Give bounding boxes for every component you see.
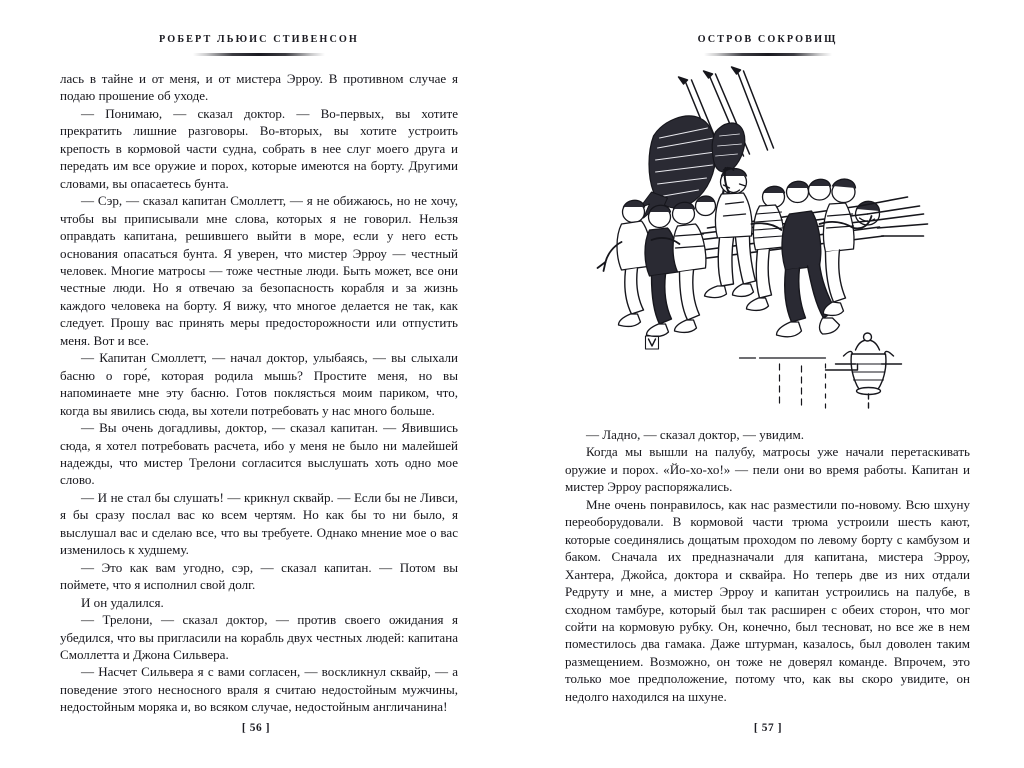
paragraph: Когда мы вышли на палубу, матросы уже начали перетаскивать оружие и порох. «Йо-хо-хо!» — пели они во время работы. Капитан и мистер Эрроу распоряжались. (565, 444, 970, 495)
right-page-folio: [ 57 ] (753, 722, 783, 734)
second-furled-bundle (712, 123, 745, 172)
left-header-rule-ornament (193, 53, 325, 56)
right-page-textblock (565, 426, 970, 705)
paragraph: И он удалился. (81, 594, 164, 610)
paragraph: — Насчет Сильвера я с вами согласен, — воскликнул сквайр, — а поведение этого несносного враля я считаю недостойным мужчины, недостойным моряка и, во всяком случае, недостойным англичанина! (60, 664, 458, 715)
paragraph: — Понимаю, — сказал доктор. — Во-первых, вы хотите прекратить лишние разговоры. Во-вторых, вы хотите устроить крепость в кормовой части судна, собрать в нее слуг моего друга и передать им все оружие и порох, которые имеются на борту. Другими словами, вы опасаетесь бунта. (60, 105, 458, 191)
paragraph: — Сэр, — сказал капитан Смоллетт, — я не обижаюсь, но не хочу, чтобы вы приписывали мне слова, которых я не говорил. Нельзя оправдать капитана, решившего выйти в море, если у него есть основания опасаться бунта. Я уверен, что мистер Эрроу — честный человек. Многие матросы — тоже честные люди. Быть может, все они честные люди. Но я отвечаю за безопасность корабля и за жизнь каждого человека на борту. Я вижу, что многое делается не так, как следует. Прошу вас принять меры предосторожности или отпустить меня. Вот и все. (60, 193, 458, 348)
illustration-svg (565, 64, 970, 412)
paragraph: — Это как вам угодно, сэр, — сказал капитан. — Потом вы поймете, что я исполнил свой долг. (60, 559, 458, 593)
illustration-sailors-carrying-arms (565, 64, 970, 412)
right-page (512, 0, 1024, 768)
paragraph: Мне очень понравилось, как нас разместили по-новому. Всю шхуну переоборудовали. В кормовой части трюма устроили шесть кают, которые соединялись дощатым проходом по левому борту с камбузом и баком. Сначала их предназначали для капитана, мистера Эрроу, Хантера, Джойса, доктора и сквайра. Но теперь две из них отдали Редруту и мне, а мистер Эрроу и капитан устроились на палубе, в сходном тамбуре, который был так расширен с обеих сторон, что мог сойти на кормовую рубку. Он, конечно, был тесноват, но все же в нем поместилось два гамака. Даже штурман, казалось, был доволен таким размещением. Возможно, он тоже не доверял команде. Впрочем, это только мое предположение, потому что, как вы скоро увидите, он недолго находился на шхуне. (565, 496, 970, 704)
left-running-head: РОБЕРТ ЛЬЮИС СТИВЕНСОН (159, 34, 359, 45)
right-running-head: ОСТРОВ СОКРОВИЩ (697, 34, 838, 45)
deck-rail-lines (740, 358, 826, 408)
paragraph: — Трелони, — сказал доктор, — против своего ожидания я убедился, что вы пригласили на корабль двух честных людей: капитана Смоллетта и Джона Сильвера. (60, 612, 458, 662)
paragraph: — И не стал бы слушать! — крикнул сквайр. — Если бы не Ливси, я бы сразу послал вас ко всем чертям. Но как бы то ни было, я выслушал вас и сделаю все, что вы требуете. Однако мнение мое о вас изменилось к худшему. (60, 489, 458, 558)
paragraph: — Ладно, — сказал доктор, — увидим. (586, 427, 805, 442)
artist-monogram (646, 336, 659, 349)
left-page-folio: [ 56 ] (241, 722, 271, 734)
paragraph: лась в тайне и от меня, и от мистера Эрроу. В противном случае я подаю прошение об уходе. (60, 71, 458, 104)
ships-bell (826, 333, 902, 410)
paragraph: — Вы очень догадливы, доктор, — сказал капитан. — Явившись сюда, я хотел потребовать расчета, ибо у меня не было ни малейшей надежды, что мистер Трелони согласится выслушать хоть одно мое слово. (60, 420, 458, 488)
left-page-textblock (60, 70, 458, 716)
paragraph: — Капитан Смоллетт, — начал доктор, улыбаясь, — вы слыхали басню о горе́, которая родила мышь? Простите меня, но вы напоминаете мне эту басню. Готов поклясться моим париком, что, когда вы явились сюда, вы хотели потребовать у нас много больше. (60, 350, 458, 418)
right-header-rule-ornament (704, 53, 832, 56)
